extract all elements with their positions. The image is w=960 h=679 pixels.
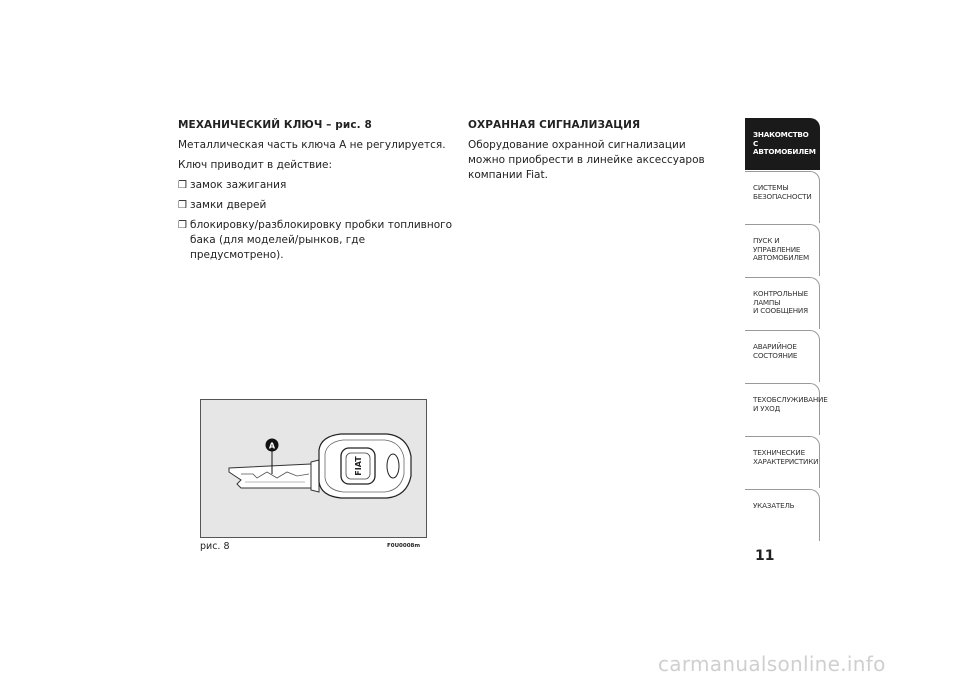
tab-label: АВАРИЙНОЕ СОСТОЯНИЕ bbox=[753, 342, 798, 360]
tab-label: ТЕХОБСЛУЖИВАНИЕ И УХОД bbox=[753, 395, 828, 413]
tab-safety-systems[interactable] bbox=[745, 171, 820, 223]
page-number: 11 bbox=[755, 548, 775, 564]
key-figure bbox=[200, 399, 427, 538]
bullet-text: замок зажигания bbox=[190, 179, 287, 191]
section-heading-alarm: ОХРАННАЯ СИГНАЛИЗАЦИЯ bbox=[468, 119, 641, 131]
tab-label: УКАЗАТЕЛЬ bbox=[753, 501, 795, 510]
bullet-item bbox=[178, 218, 453, 263]
section-heading-mechanical-key: МЕХАНИЧЕСКИЙ КЛЮЧ – рис. 8 bbox=[178, 119, 372, 131]
tab-label: КОНТРОЛЬНЫЕ ЛАМПЫ И СООБЩЕНИЯ bbox=[753, 289, 808, 316]
left-column bbox=[178, 118, 453, 268]
tab-label: ТЕХНИЧЕСКИЕ ХАРАКТЕРИСТИКИ bbox=[753, 448, 819, 466]
right-column bbox=[468, 118, 723, 188]
tab-technical-specs[interactable] bbox=[745, 436, 820, 488]
tab-label: ЗНАКОМСТВО С АВТОМОБИЛЕМ bbox=[753, 130, 816, 157]
tab-index[interactable] bbox=[745, 489, 820, 541]
watermark: carmanualsonline.info bbox=[658, 652, 886, 676]
bullet-item bbox=[178, 198, 453, 213]
bullet-text: замки дверей bbox=[190, 199, 267, 211]
figure-caption: рис. 8 bbox=[200, 541, 230, 552]
tab-label: СИСТЕМЫ БЕЗОПАСНОСТИ bbox=[753, 183, 812, 201]
callout-label: A bbox=[268, 441, 276, 451]
bullet-item bbox=[178, 178, 453, 193]
checkbox-bullet-icon: ❒ bbox=[178, 200, 187, 211]
tab-maintenance[interactable] bbox=[745, 383, 828, 435]
tab-getting-to-know[interactable] bbox=[745, 118, 820, 170]
tab-emergency[interactable] bbox=[745, 330, 820, 382]
checkbox-bullet-icon: ❒ bbox=[178, 220, 187, 231]
fiat-logo-icon: FIAT bbox=[354, 456, 363, 476]
figure-code: F0U0008m bbox=[387, 543, 421, 549]
paragraph-key-operates: Ключ приводит в действие: bbox=[178, 159, 333, 171]
checkbox-bullet-icon: ❒ bbox=[178, 180, 187, 191]
key-illustration bbox=[201, 400, 426, 537]
tab-warning-lights[interactable] bbox=[745, 277, 820, 329]
tab-label: ПУСК И УПРАВЛЕНИЕ АВТОМОБИЛЕМ bbox=[753, 236, 810, 263]
paragraph-key-metal-part: Металлическая часть ключа A не регулируется. bbox=[178, 139, 446, 151]
paragraph-alarm: Оборудование охранной сигнализации можно приобрести в линейке аксессуаров компании Fiat. bbox=[468, 139, 705, 181]
bullet-text: блокировку/разблокировку пробки топливного бака (для моделей/рынков, где предусмотрено). bbox=[190, 219, 453, 261]
chapter-tabs bbox=[745, 118, 828, 542]
tab-starting-driving[interactable] bbox=[745, 224, 820, 276]
